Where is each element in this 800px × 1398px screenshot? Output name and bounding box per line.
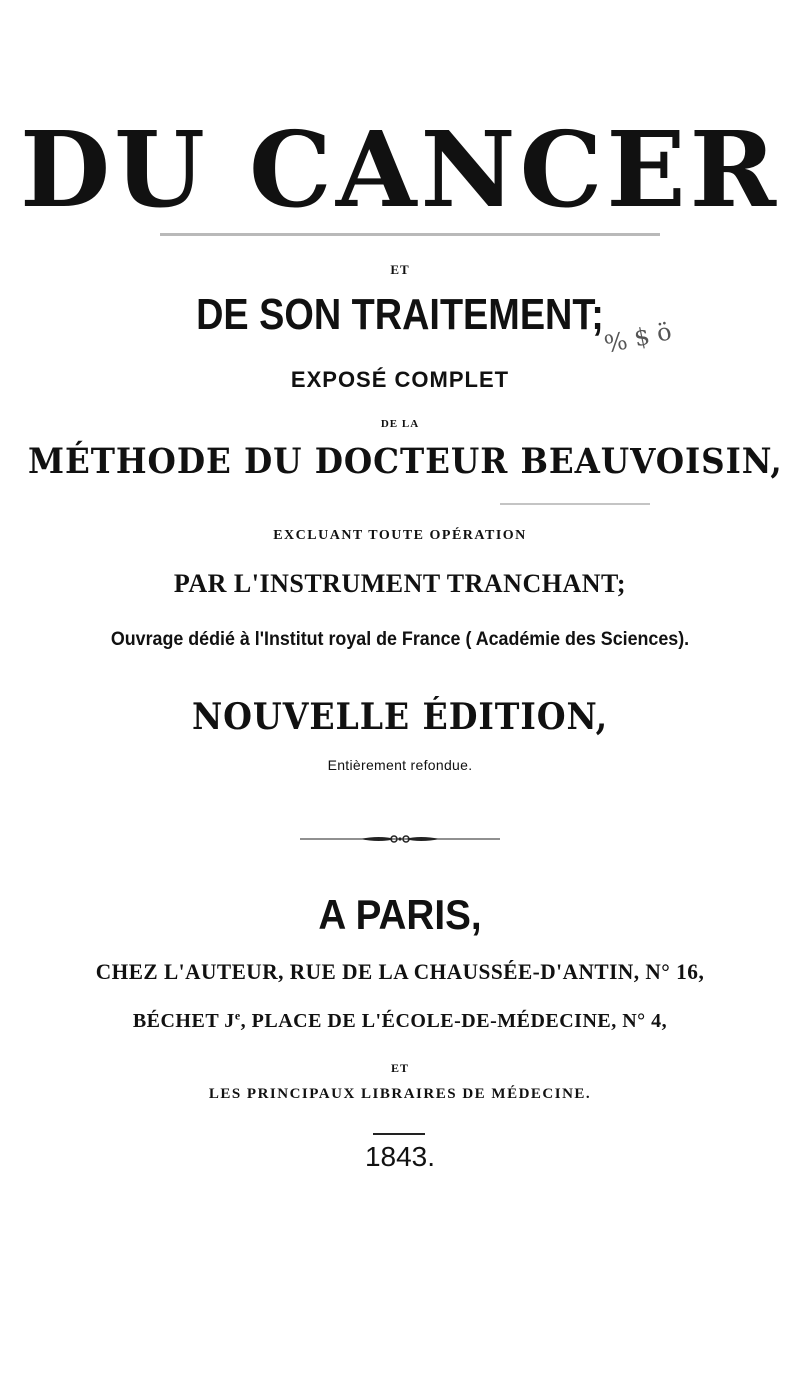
address-line-2-superscript: e (234, 1008, 241, 1023)
methode-heading: MÉTHODE DU DOCTEUR BEAUVOISIN, (28, 441, 783, 482)
libraires-text: LES PRINCIPAUX LIBRAIRES DE MÉDECINE. (208, 1086, 592, 1102)
publication-year: 1843. (364, 1141, 436, 1172)
address-line-2 (0, 1008, 800, 1034)
main-title: DU CANCER (19, 108, 781, 231)
ornament-divider (300, 832, 500, 846)
edition-heading: NOUVELLE ÉDITION, (191, 696, 609, 738)
year-rule (373, 1133, 425, 1135)
excluant-text: EXCLUANT TOUTE OPÉRATION (273, 528, 527, 543)
de-la-text: DE LA (380, 418, 420, 430)
dedication-text: Ouvrage dédié à l'Institut royal de France ( Académie des Sciences). (110, 629, 690, 650)
conjunction-et: ET (390, 262, 410, 277)
methode-underline (500, 503, 650, 505)
subtitle: DE SON TRAITEMENT; (196, 290, 604, 339)
address-line-2-end: , PLACE DE L'ÉCOLE-DE-MÉDECINE, N° 4, (240, 1010, 668, 1032)
address-line-2-start: BÉCHET J (132, 1010, 235, 1032)
handwritten-mark: % $ ö (601, 317, 674, 359)
address-line-1: CHEZ L'AUTEUR, RUE DE LA CHAUSSÉE-D'ANTIN, N° 16, (95, 959, 705, 984)
expose-heading: EXPOSÉ COMPLET (290, 367, 510, 392)
refondue-text: Entièrement refondue. (327, 757, 473, 773)
conjunction-et-2: ET (390, 1061, 409, 1075)
title-underline (160, 233, 660, 236)
instrument-text: PAR L'INSTRUMENT TRANCHANT; (173, 569, 627, 598)
city-heading: A PARIS, (318, 891, 482, 938)
